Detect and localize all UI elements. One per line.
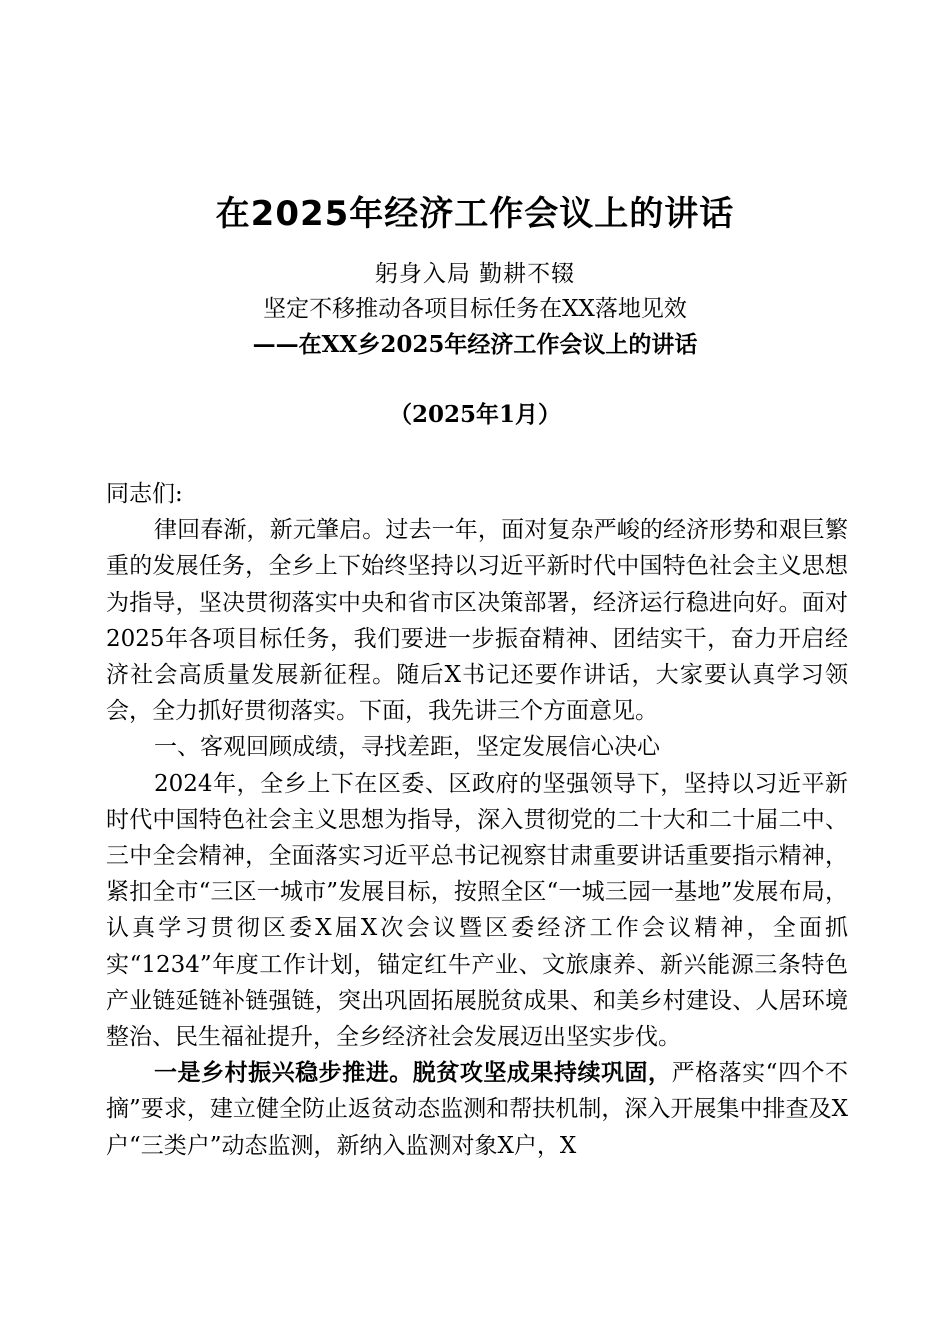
document-title: 在2025年经济工作会议上的讲话 <box>215 194 735 234</box>
subtitle-line-2: 坚定不移推动各项目标任务在XX落地见效 <box>263 296 687 322</box>
subtitle-line-1: 躬身入局 勤耕不辍 <box>374 261 576 287</box>
paragraph-lead-bold: 一是乡村振兴稳步推进。脱贫攻坚成果持续巩固， <box>154 1059 672 1087</box>
paragraph-review: 2024年，全乡上下在区委、区政府的坚强领导下，坚持以习近平新时代中国特色社会主义思想为指导，深入贯彻党的二十大和二十届二中、三中全会精神，全面落实习近平总书记视察甘肃重要讲话重要指示精神，紧扣全市“三区一城市”发展目标，按照全区“一城三园一基地”发展布局，认真学习贯彻区委X届X次会议暨区委经济工作会议精神，全面抓实“1234”年度工作计划，锚定红牛产业、文旅康养、新兴能源三条特色产业链延链补链强链，突出巩固拓展脱贫成果、和美乡村建设、人居环境整治、民生福祉提升，全乡经济社会发展迈出坚实步伐。 <box>106 770 848 1051</box>
paragraph-lead-rest: 严格落实“四个不摘”要求，建立健全防止返贫动态监测和帮扶机制，深入开展集中排查及X户“三类户”动态监测，新纳入监测对象X户，X <box>106 1060 848 1159</box>
speech-body <box>106 476 848 1164</box>
salutation: 同志们: <box>106 481 183 507</box>
paragraph-opening: 律回春渐，新元肇启。过去一年，面对复杂严峻的经济形势和艰巨繁重的发展任务，全乡上下始终坚持以习近平新时代中国特色社会主义思想为指导，坚决贯彻落实中央和省市区决策部署，经济运行稳进向好。面对2025年各项目标任务，我们要进一步振奋精神、团结实干，奋力开启经济社会高质量发展新征程。随后X书记还要作讲话，大家要认真学习领会，全力抓好贯彻落实。下面，我先讲三个方面意见。 <box>106 517 848 725</box>
paragraph-rural-revitalization <box>106 1055 848 1164</box>
speech-date: （2025年1月） <box>388 401 562 428</box>
section-heading-1: 一、客观回顾成绩，寻找差距，坚定发展信心决心 <box>154 734 660 761</box>
subtitle-line-3: ——在XX乡2025年经济工作会议上的讲话 <box>252 331 698 358</box>
